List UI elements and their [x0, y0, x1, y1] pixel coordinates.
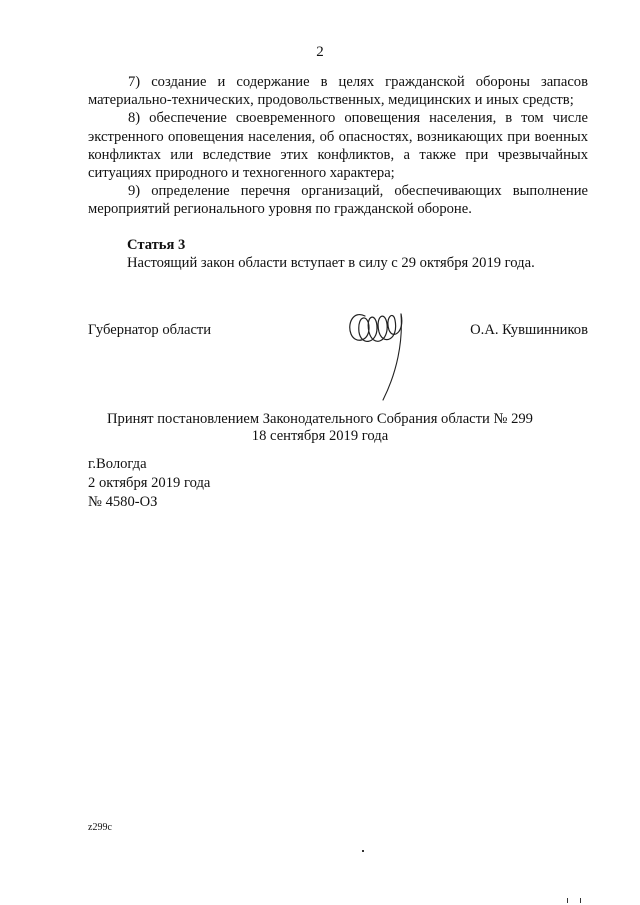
doc-code: z299c: [88, 822, 112, 833]
city: г.Вологда: [88, 456, 147, 472]
page-number: 2: [316, 44, 324, 60]
list-item: 8) обеспечение своевременного оповещения населения, в том числе экстренного оповещения населения, об опасностях, возникающих при военных конфликтах или вследствие этих конфликтов, а также при чрезвычайных ситуациях природного и техногенного характера;: [88, 110, 588, 182]
article-text: Настоящий закон области вступает в силу с 29 октября 2019 года.: [127, 255, 535, 272]
adoption-date: 18 сентября 2019 года: [251, 428, 389, 444]
article-heading: Статья 3: [127, 237, 186, 253]
governor-title: Губернатор области: [88, 322, 212, 338]
scan-mark: [567, 898, 568, 903]
law-number: № 4580-ОЗ: [88, 494, 158, 510]
list-item: 9) определение перечня организаций, обеспечивающих выполнение мероприятий регионального уровня по гражданской обороне.: [88, 183, 588, 218]
adoption-note: [0, 411, 640, 445]
place-date-block: [88, 455, 210, 512]
article-2-items: [88, 73, 588, 219]
governor-name: О.А. Кувшинников: [470, 322, 588, 338]
article-3: [127, 236, 535, 272]
adoption-line: Принят постановлением Законодательного Собрания области № 299: [107, 411, 533, 427]
scan-dot: [362, 850, 364, 852]
scan-mark: [580, 898, 581, 903]
date: 2 октября 2019 года: [88, 475, 211, 491]
list-item: 7) создание и содержание в целях гражданской обороны запасов материально-технических, продовольственных, медицинских и иных средств;: [88, 74, 588, 109]
handwritten-signature: [343, 302, 413, 412]
